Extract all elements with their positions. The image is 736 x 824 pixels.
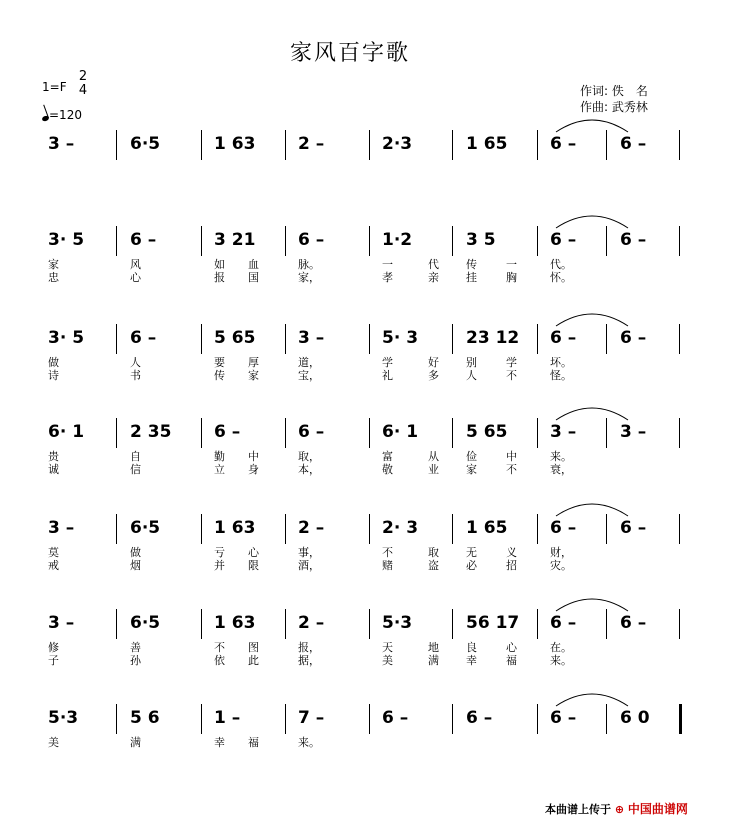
slur-arc	[556, 694, 628, 706]
lyric-2: 据，	[298, 654, 320, 667]
lyric-2: 家，	[298, 271, 320, 284]
lyric-1: 来。	[298, 736, 320, 749]
slur-arc	[556, 216, 628, 228]
measure-notes: 3 –	[48, 613, 75, 633]
lyric-1: 报，	[298, 641, 320, 654]
lyric-1: 好	[428, 356, 439, 369]
site-logo-icon: ⊕	[614, 803, 625, 816]
lyric-2: 烟	[130, 559, 141, 572]
measure-notes: 1 65	[466, 518, 508, 538]
measure-notes: 3 5	[466, 230, 496, 250]
lyric-1: 不	[214, 641, 225, 654]
lyric-1: 家	[48, 258, 59, 271]
slur-arc	[556, 314, 628, 326]
lyric-2: 满	[428, 654, 439, 667]
footer-credit	[545, 800, 688, 817]
lyric-2: 多	[428, 369, 439, 382]
slur-marks	[0, 613, 736, 643]
lyric-2: 并	[214, 559, 225, 572]
measure-notes: 7 –	[298, 708, 325, 728]
measure-notes: 2 35	[130, 422, 172, 442]
measure-notes: 6 –	[550, 518, 577, 538]
lyric-1: 在。	[550, 641, 572, 654]
measure-notes: 2·3	[382, 134, 413, 154]
measure-notes: 56 17	[466, 613, 520, 633]
composer-credit: 作曲: 武秀林	[580, 100, 648, 114]
measure-notes: 3 –	[48, 518, 75, 538]
lyric-1: 心	[506, 641, 517, 654]
measure-notes: 2 –	[298, 613, 325, 633]
lyric-1: 幸	[214, 736, 225, 749]
lyric-2: 诗	[48, 369, 59, 382]
lyric-2: 立	[214, 463, 225, 476]
measure-notes: 6 0	[620, 708, 650, 728]
lyric-1: 莫	[48, 546, 59, 559]
lyric-1: 富	[382, 450, 393, 463]
lyric-2: 此	[248, 654, 259, 667]
slur-arc	[556, 120, 628, 132]
lyric-2: 美	[382, 654, 393, 667]
measure-notes: 1 65	[466, 134, 508, 154]
lyric-1: 人	[130, 356, 141, 369]
measure-notes: 6 –	[550, 230, 577, 250]
slur-marks	[0, 708, 736, 738]
lyric-1: 学	[506, 356, 517, 369]
lyric-1: 学	[382, 356, 393, 369]
slur-marks	[0, 422, 736, 452]
measure-notes: 6 –	[298, 422, 325, 442]
lyric-1: 修	[48, 641, 59, 654]
measure-notes: 6 –	[466, 708, 493, 728]
measure-notes: 6 –	[620, 328, 647, 348]
measure-notes: 6 –	[620, 230, 647, 250]
lyric-1: 善	[130, 641, 141, 654]
measure-notes: 23 12	[466, 328, 520, 348]
measure-notes: 3 –	[620, 422, 647, 442]
lyric-2: 孝	[382, 271, 393, 284]
lyric-2: 亲	[428, 271, 439, 284]
lyric-1: 血	[248, 258, 259, 271]
slur-marks	[0, 134, 736, 164]
measure-notes: 2 –	[298, 518, 325, 538]
lyric-2: 信	[130, 463, 141, 476]
measure-notes: 6 –	[130, 328, 157, 348]
slur-arc	[556, 599, 628, 611]
lyric-1: 做	[48, 356, 59, 369]
measure-notes: 6 –	[620, 613, 647, 633]
lyric-1: 来。	[550, 450, 572, 463]
lyric-1: 一	[382, 258, 393, 271]
lyric-2: 业	[428, 463, 439, 476]
measure-notes: 6 –	[550, 613, 577, 633]
lyric-1: 别	[466, 356, 477, 369]
lyric-2: 心	[130, 271, 141, 284]
lyric-2: 国	[248, 271, 259, 284]
lyric-2: 报	[214, 271, 225, 284]
lyric-2: 限	[248, 559, 259, 572]
measure-notes: 6·5	[130, 518, 161, 538]
lyric-1: 图	[248, 641, 259, 654]
measure-notes: 5 65	[466, 422, 508, 442]
lyric-2: 身	[248, 463, 259, 476]
measure-notes: 6 –	[298, 230, 325, 250]
lyricist-credit: 作词: 佚 名	[580, 84, 648, 98]
lyric-2: 家	[466, 463, 477, 476]
lyric-1: 不	[382, 546, 393, 559]
measure-notes: 6 –	[550, 134, 577, 154]
slur-marks	[0, 328, 736, 358]
lyric-1: 事，	[298, 546, 320, 559]
measure-notes: 3 21	[214, 230, 256, 250]
lyric-2: 胸	[506, 271, 517, 284]
lyric-1: 俭	[466, 450, 477, 463]
measure-notes: 6 –	[620, 518, 647, 538]
lyric-2: 衰，	[550, 463, 572, 476]
lyric-2: 人	[466, 369, 477, 382]
lyric-2: 不	[506, 463, 517, 476]
lyric-1: 一	[506, 258, 517, 271]
measure-notes: 5 65	[214, 328, 256, 348]
lyric-1: 坏。	[550, 356, 572, 369]
lyric-2: 家	[248, 369, 259, 382]
lyric-2: 敬	[382, 463, 393, 476]
lyric-1: 福	[248, 736, 259, 749]
lyric-1: 良	[466, 641, 477, 654]
measure-notes: 6 –	[550, 328, 577, 348]
lyric-1: 勤	[214, 450, 225, 463]
lyric-1: 亏	[214, 546, 225, 559]
lyric-2: 酒，	[298, 559, 320, 572]
lyric-2: 子	[48, 654, 59, 667]
lyric-2: 盗	[428, 559, 439, 572]
lyric-1: 中	[506, 450, 517, 463]
measure-notes: 6·5	[130, 613, 161, 633]
lyric-1: 厚	[248, 356, 259, 369]
lyric-1: 要	[214, 356, 225, 369]
lyric-2: 来。	[550, 654, 572, 667]
slur-marks	[0, 230, 736, 260]
footer-brand: 中国曲谱网	[627, 802, 688, 816]
slur-arc	[556, 408, 628, 420]
measure-notes: 1 63	[214, 613, 256, 633]
lyric-2: 福	[506, 654, 517, 667]
time-signature	[76, 70, 90, 98]
measure-notes: 1·2	[382, 230, 413, 250]
tempo-mark	[42, 108, 82, 122]
lyric-1: 风	[130, 258, 141, 271]
lyric-1: 做	[130, 546, 141, 559]
lyric-2: 依	[214, 654, 225, 667]
lyric-1: 代	[428, 258, 439, 271]
measure-notes: 3· 5	[48, 230, 85, 250]
lyric-1: 无	[466, 546, 477, 559]
measure-notes: 6 –	[382, 708, 409, 728]
lyric-2: 挂	[466, 271, 477, 284]
tempo-value: =120	[49, 108, 82, 122]
lyric-1: 贵	[48, 450, 59, 463]
lyric-2: 宝，	[298, 369, 320, 382]
lyric-2: 必	[466, 559, 477, 572]
lyric-1: 取，	[298, 450, 320, 463]
measure-notes: 1 63	[214, 134, 256, 154]
lyric-1: 代。	[550, 258, 572, 271]
lyric-1: 心	[248, 546, 259, 559]
lyric-1: 义	[506, 546, 517, 559]
time-bottom: 4	[78, 83, 88, 98]
measure-notes: 3 –	[48, 134, 75, 154]
lyric-2: 不	[506, 369, 517, 382]
measure-notes: 3 –	[298, 328, 325, 348]
lyric-2: 灾。	[550, 559, 572, 572]
measure-notes: 2· 3	[382, 518, 419, 538]
measure-notes: 5· 3	[382, 328, 419, 348]
lyric-1: 道，	[298, 356, 320, 369]
lyric-1: 满	[130, 736, 141, 749]
lyric-2: 招	[506, 559, 517, 572]
measure-notes: 6 –	[214, 422, 241, 442]
lyric-2: 怀。	[550, 271, 572, 284]
lyric-2: 戒	[48, 559, 59, 572]
time-top: 2	[78, 69, 88, 84]
key-signature: 1=F	[42, 80, 67, 94]
measure-notes: 5 6	[130, 708, 160, 728]
lyric-1: 脉。	[298, 258, 320, 271]
lyric-2: 礼	[382, 369, 393, 382]
measure-notes: 6· 1	[48, 422, 85, 442]
footer-prefix: 本曲谱上传于	[545, 803, 611, 816]
measure-notes: 2 –	[298, 134, 325, 154]
lyric-2: 孙	[130, 654, 141, 667]
measure-notes: 6· 1	[382, 422, 419, 442]
slur-arc	[556, 504, 628, 516]
lyric-1: 如	[214, 258, 225, 271]
lyric-1: 天	[382, 641, 393, 654]
lyric-1: 取	[428, 546, 439, 559]
lyric-1: 美	[48, 736, 59, 749]
lyric-1: 自	[130, 450, 141, 463]
lyric-2: 传	[214, 369, 225, 382]
measure-notes: 6 –	[620, 134, 647, 154]
lyric-2: 书	[130, 369, 141, 382]
song-title: 家风百字歌	[289, 41, 410, 66]
measure-notes: 5·3	[382, 613, 413, 633]
lyric-2: 怪。	[550, 369, 572, 382]
lyric-1: 中	[248, 450, 259, 463]
slur-marks	[0, 518, 736, 548]
measure-notes: 1 63	[214, 518, 256, 538]
lyric-2: 赌	[382, 559, 393, 572]
lyric-2: 忠	[48, 271, 59, 284]
lyric-1: 财，	[550, 546, 572, 559]
lyric-2: 诚	[48, 463, 59, 476]
measure-notes: 6 –	[550, 708, 577, 728]
lyric-2: 幸	[466, 654, 477, 667]
lyric-1: 从	[428, 450, 439, 463]
measure-notes: 5·3	[48, 708, 79, 728]
measure-notes: 3· 5	[48, 328, 85, 348]
lyric-1: 地	[428, 641, 439, 654]
measure-notes: 3 –	[550, 422, 577, 442]
measure-notes: 6·5	[130, 134, 161, 154]
measure-notes: 1 –	[214, 708, 241, 728]
lyric-2: 本，	[298, 463, 320, 476]
lyric-1: 传	[466, 258, 477, 271]
measure-notes: 6 –	[130, 230, 157, 250]
